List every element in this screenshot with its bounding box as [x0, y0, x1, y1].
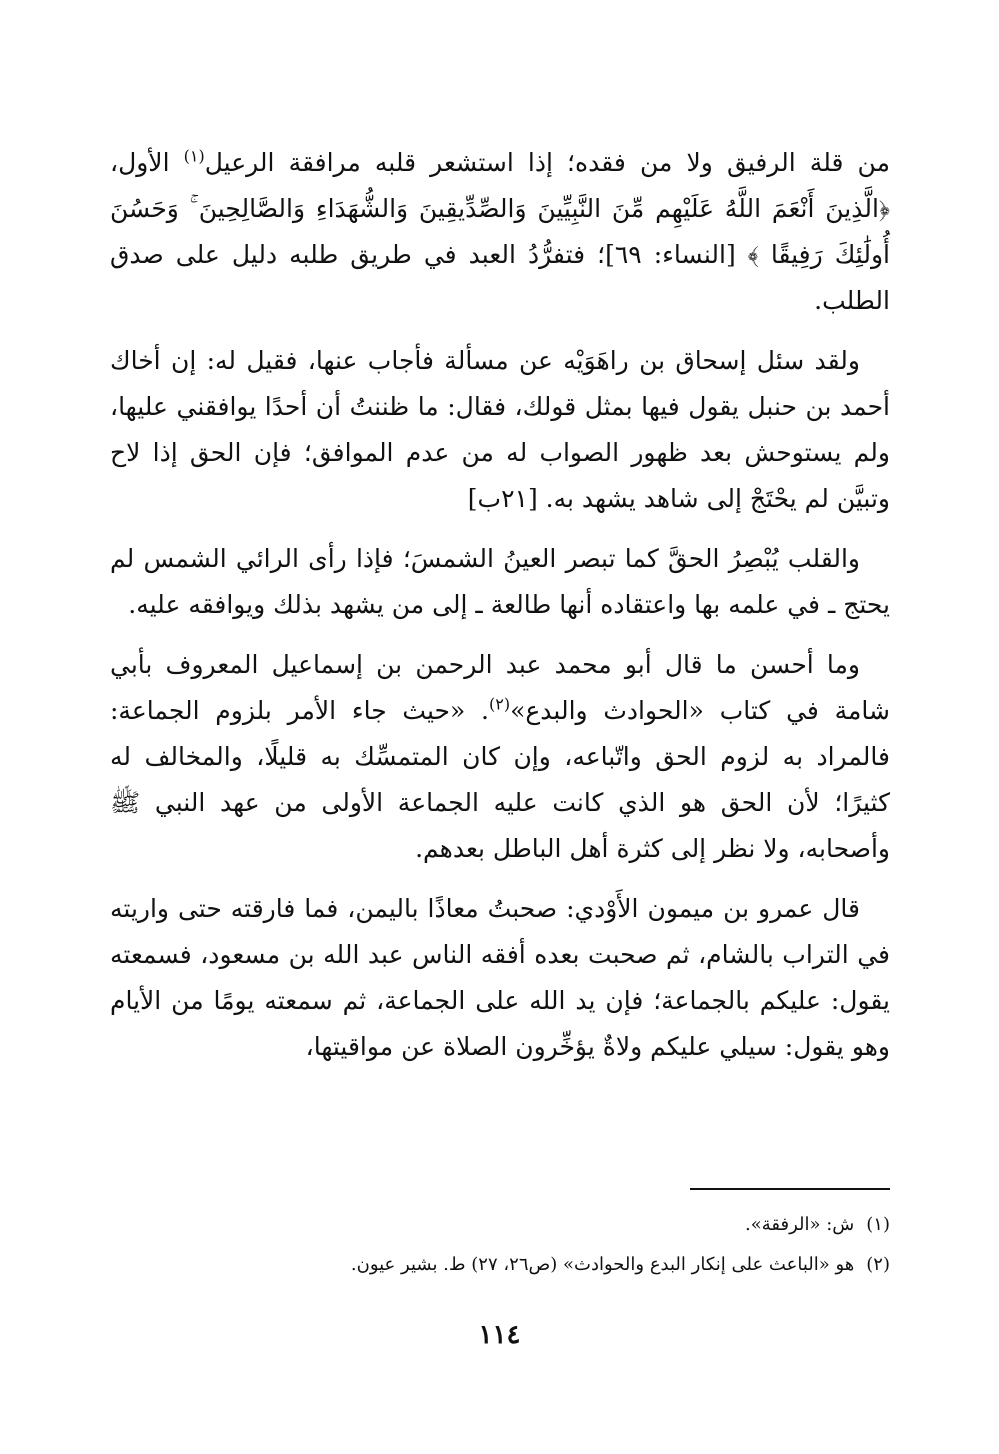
paragraph-1	[110, 140, 890, 324]
footnote-ref-1[interactable]: (١)	[183, 146, 205, 166]
footnote-2	[110, 1245, 890, 1285]
paragraph-4-tail: . «حيث جاء الأمر بلزوم الجماعة: فالمراد به لزوم الحق واتّباعه، وإن كان المتمسِّك به قليلًا، والمخالف له كثيرًا؛ لأن الحق هو الذي كانت عليه الجماعة الأولى من عهد النبي ﷺ وأصحابه، ولا نظر إلى كثرة أهل الباطل بعدهم.	[110, 696, 890, 863]
footnotes	[110, 1205, 890, 1285]
page-body	[110, 140, 890, 1084]
quran-citation: [النساء: ٦٩]	[605, 240, 748, 269]
paragraph-2: ولقد سئل إسحاق بن راهَوَيْه عن مسألة فأجاب عنها، فقيل له: إن أخاك أحمد بن حنبل يقول فيها بمثل قولك، فقال: ما ظننتُ أن أحدًا يوافقني عليها، ولم يستوحش بعد ظهور الصواب له من عدم الموافق؛ فإن الحق إذا لاح وتبيَّن لم يحْتَجْ إلى شاهد يشهد به. [٢١ب]	[110, 346, 890, 513]
paragraph-1-text: من قلة الرفيق ولا من فقده؛ إذا استشعر قلبه مرافقة الرعيل	[204, 148, 890, 177]
paragraph-5: قال عمرو بن ميمون الأَوْدي: صحبتُ معاذًا باليمن، فما فارقته حتى واريته في التراب بالشام، ثم صحبت بعده أفقه الناس عبد الله بن مسعود، فسمعته يقول: عليكم بالجماعة؛ فإن يد الله على الجماعة، ثم سمعته يومًا من الأيام وهو يقول: سيلي عليكم ولاةٌ يؤخِّرون الصلاة عن مواقيتها،	[110, 894, 890, 1061]
paragraph-4-text: وما أحسن ما قال أبو محمد عبد الرحمن بن إسماعيل المعروف بأبي شامة في كتاب «الحوادث والبدع»	[110, 650, 890, 725]
footnote-ref-2[interactable]: (٢)	[489, 694, 511, 714]
footnote-2-number: (٢)	[866, 1254, 890, 1275]
paragraph-1-after-ref: الأول،	[110, 148, 184, 177]
footnote-1	[110, 1205, 890, 1245]
paragraph-3: والقلب يُبْصِرُ الحقَّ كما تبصر العينُ الشمسَ؛ فإذا رأى الرائي الشمس لم يحتج ـ في علمه بها واعتقاده أنها طالعة ـ إلى من يشهد بذلك ويوافقه عليه.	[110, 544, 890, 619]
paragraph-4	[110, 642, 890, 872]
footnote-1-text: ش: «الرفقة».	[744, 1214, 855, 1235]
paragraph-1-tail: ؛ فتفرُّدُ العبد في طريق طلبه دليل على صدق الطلب.	[110, 240, 890, 315]
footnote-1-number: (١)	[866, 1214, 890, 1235]
quran-verse: ﴿الَّذِينَ أَنْعَمَ اللَّهُ عَلَيْهِم مِّنَ النَّبِيِّينَ وَالصِّدِّيقِينَ وَالشُّهَدَاءِ وَالصَّالِحِينَ ۚ وَحَسُنَ أُولَٰئِكَ رَفِيقًا ﴾	[110, 194, 890, 269]
footnote-2-text: هو «الباعث على إنكار البدع والحوادث» (ص٢٦، ٢٧) ط. بشير عيون.	[350, 1254, 855, 1275]
footnote-separator	[690, 1188, 890, 1190]
page-number: ١١٤	[478, 1320, 521, 1350]
